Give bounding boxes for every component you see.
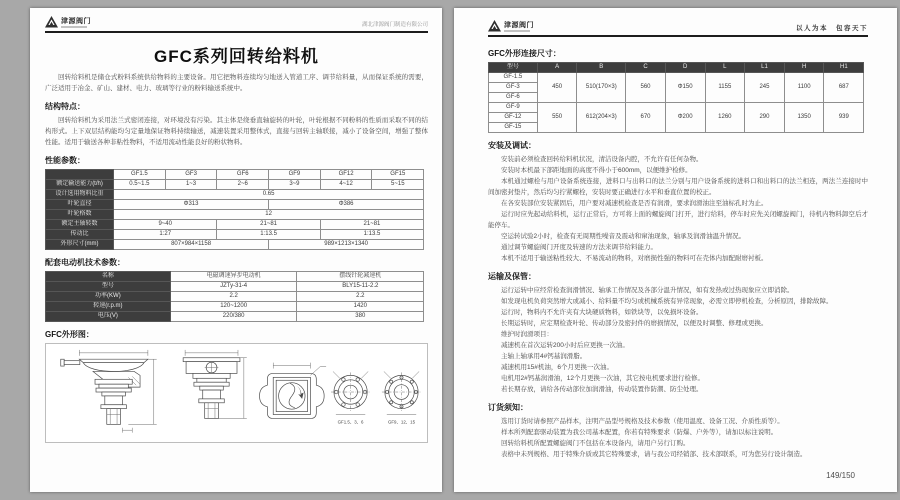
transport-paragraph: 运行时，物料内不允许夹有大块硬质物料，如铁块等，以免损坏设备。 [501, 309, 703, 316]
install-paragraph: 本机通过螺栓与用户设备系统连接，进料口与出料口的法兰分别与用户设备系统的进料口和出料口的法兰相连，两法兰连接时中间加密封垫片，然后均匀拧紧螺栓，安装时要正确进行水平和垂直位置的校正。 [488, 178, 868, 196]
section-transport-heading: 运输及保管： [488, 272, 536, 281]
model-cell: GF-9 [489, 103, 538, 113]
cell: 21~81 [320, 220, 423, 230]
table-row [46, 282, 424, 292]
cell: 摆线针轮减速机 [297, 272, 424, 282]
cell: 9~40 [114, 220, 217, 230]
section-performance-heading: 性能参数： [45, 156, 85, 165]
header-slogan: 以人为本 包容天下 [796, 25, 868, 32]
section-connection-heading: GFC外形连接尺寸： [488, 49, 561, 58]
corner-cell [46, 170, 114, 180]
cell: 1350 [784, 103, 824, 133]
transport-paragraph: 若长期存放，请给各传动部位加润滑油，传动装置作防潮、防尘处理。 [501, 386, 703, 393]
right-page [454, 8, 897, 492]
structure-paragraph: 回转给料机为采用法兰式密闭连接，对环境没有污染。其主体是绕垂直轴旋转的叶轮，叶轮根据不同粉料的性质而采取不同的结构形式。上下双层结构能均匀定量地保证物料持续输送，减速装置采用整体式，直接与回转主轴联接，减小了设备空间，增强了整体性能。适用于输送各种非粘性物料，不适用流动性能良好的粉状物料。 [45, 117, 428, 146]
cell: 670 [626, 103, 666, 133]
order-paragraph: 回转给料机所配置螺旋阀门不包括在本设备内，请用户另行订购。 [501, 440, 690, 447]
cell: 450 [537, 73, 577, 103]
col-header: A [537, 63, 577, 73]
cell: 550 [537, 103, 577, 133]
col-header: GF9 [269, 170, 321, 180]
cell: 612(204×3) [577, 103, 626, 133]
table-row [46, 190, 424, 200]
logo-triangle-icon [45, 16, 58, 28]
row-label: 型号 [46, 282, 171, 292]
row-label: 电压(V) [46, 312, 171, 322]
model-cell: GF-1.5 [489, 73, 538, 83]
motor-table [45, 271, 424, 322]
col-header: GF12 [320, 170, 372, 180]
cell: 电磁调速异步电动机 [170, 272, 297, 282]
order-paragraph: 样本所列配套驱动装置为我公司基本配置，你若有特殊要求（防爆、户外等），请加以标注说明。 [501, 429, 778, 436]
cell: 807×984×1158 [114, 240, 269, 250]
install-paragraph: 运行时应先起动给料机，运行正常后，方可将上面的螺旋阀门打开，进行给料，停车时应先关闭螺旋阀门，待机内物料卸空后才能停车。 [488, 211, 868, 229]
cell: 1155 [705, 73, 745, 103]
section-motor-heading: 配套电动机技术参数： [45, 258, 125, 267]
table-row [46, 180, 424, 190]
col-header: GF1.5 [114, 170, 166, 180]
install-paragraph: 本机不适用于输送粘性较大、不易流动的物料，对磨损性强的物料可在壳体内加配耐磨衬板。 [501, 255, 768, 262]
left-page [30, 8, 442, 492]
col-header: C [626, 63, 666, 73]
table-row [46, 220, 424, 230]
order-paragraph: 选用订货时请参照产品样本，注明产品型号规格及技术参数（使用温度、设备工况、介质性质等）。 [501, 418, 784, 425]
cell: 0.65 [114, 190, 424, 200]
col-header: L1 [745, 63, 785, 73]
table-row [46, 292, 424, 302]
install-paragraph: 空运转试验2小时，检查有无周期性噪音及震动和窜油现象，轴承及润滑油温升情况。 [501, 233, 746, 240]
transport-paragraph: 长期运转时，应定期检查叶轮、传动部分及密封件的磨损情况，以便及时调整、修理或更换。 [501, 320, 768, 327]
table-row [46, 312, 424, 322]
cell: 1~3 [165, 180, 217, 190]
col-header: GF3 [165, 170, 217, 180]
install-paragraph: 安装前必须检查回转给料机状况，清洁设备内腔，不允许有任何杂物。 [501, 156, 703, 163]
cell: BLY15-11-2.2 [297, 282, 424, 292]
header-rule [45, 31, 428, 33]
cell: 2.2 [170, 292, 297, 302]
col-header: 型号 [489, 63, 538, 73]
table-row [46, 230, 424, 240]
row-label: 传动比 [46, 230, 114, 240]
cell: 1:13.5 [217, 230, 320, 240]
transport-paragraph: 维护时润滑项目： [501, 331, 553, 338]
cell: 687 [824, 73, 864, 103]
install-paragraph: 在各安装部位安装紧固后，用户要对减速机检查是否有润滑，要求润滑油注至油标孔时为止。 [501, 200, 768, 207]
install-paragraph: 安装时本机最下部距地面的高度不得小于600mm，以便维护检修。 [501, 167, 692, 174]
row-label: 叶轮直径 [46, 200, 114, 210]
outline-drawing [45, 343, 428, 443]
logo-text: 津源阀门 [504, 22, 534, 29]
company-logo [45, 16, 91, 28]
col-header: B [577, 63, 626, 73]
cell: 12 [114, 210, 424, 220]
logo-subtext-bar [504, 30, 530, 32]
transport-paragraph: 减速机在首次运转200小时后应更换一次油。 [501, 342, 629, 349]
cell: 4~12 [320, 180, 372, 190]
cell: 3~9 [269, 180, 321, 190]
table-row [46, 302, 424, 312]
logo-text-block [504, 22, 534, 32]
model-cell: GF-12 [489, 113, 538, 123]
transport-paragraph: 如发现电机负荷突然增大或减小、给料量不均匀或机械系统有异常现象，必需立即停机检查，分析原因，排除故障。 [501, 298, 833, 305]
col-header: L [705, 63, 745, 73]
col-header: GF6 [217, 170, 269, 180]
cell: JZTy-31-4 [170, 282, 297, 292]
cell: 1100 [784, 73, 824, 103]
performance-table [45, 169, 424, 250]
cell: Φ386 [269, 200, 424, 210]
table-row [46, 272, 424, 282]
col-header: H [784, 63, 824, 73]
logo-text: 津源阀门 [61, 18, 91, 25]
logo-subtext-bar [61, 26, 87, 28]
row-label: 功率(KW) [46, 292, 171, 302]
table-row [489, 63, 864, 73]
cell: 510(170×3) [577, 73, 626, 103]
right-page-header [488, 18, 868, 32]
table-row [46, 200, 424, 210]
cell: 120~1200 [170, 302, 297, 312]
transport-paragraph: 电机用2#钙基润滑油，12个月更换一次油，其它按电机要求进行检修。 [501, 375, 704, 382]
logo-text-block [61, 18, 91, 28]
table-row [489, 103, 864, 113]
model-cell: GF-15 [489, 123, 538, 133]
row-label: 额定主轴转数 [46, 220, 114, 230]
company-logo [488, 20, 534, 32]
install-paragraph: 通过调节螺旋阀门开度及转速的方法来调节给料能力。 [501, 244, 657, 251]
cell: 1:13.5 [320, 230, 423, 240]
cell: 1260 [705, 103, 745, 133]
header-rule [488, 35, 868, 37]
order-paragraph: 表格中未列规格、用于特殊介质或其它特殊要求，请与我公司经销部、技术部联系，可为您另行设计制造。 [501, 451, 807, 458]
cell: 5~15 [372, 180, 424, 190]
cell: 939 [824, 103, 864, 133]
row-label: 叶轮格数 [46, 210, 114, 220]
table-row [46, 170, 424, 180]
cell: 220/380 [170, 312, 297, 322]
flange2-label: GF9、12、15 [387, 419, 415, 425]
cell: 380 [297, 312, 424, 322]
company-name: 湖北津源阀门制造有限公司 [361, 22, 428, 28]
transport-paragraph: 减速机用15#机油，6个月更换一次油。 [501, 364, 613, 371]
cell: 245 [745, 73, 785, 103]
cell: 1:27 [114, 230, 217, 240]
intro-paragraph: 回转给料机是储仓式粉料系统供给物料的主要设备。用它把物料连续均匀地送入管道工序、调节给料量，从而保证系统的需要，广泛适用于冶金、矿山、建材、电力、玻璃等行业的粉料输送系统中。 [45, 74, 428, 92]
cell: Φ150 [665, 73, 705, 103]
model-cell: GF-3 [489, 83, 538, 93]
row-label: 外形尺寸(mm) [46, 240, 114, 250]
cell: 2.2 [297, 292, 424, 302]
table-row [46, 240, 424, 250]
cell: Φ200 [665, 103, 705, 133]
cell: 989×1213×1340 [269, 240, 424, 250]
cell: 0.5~1.5 [114, 180, 166, 190]
model-cell: GF-6 [489, 93, 538, 103]
section-structure-heading: 结构特点： [45, 102, 85, 111]
col-header: GF15 [372, 170, 424, 180]
section-order-heading: 订货须知： [488, 403, 528, 412]
col-header: D [665, 63, 705, 73]
logo-triangle-icon [488, 20, 501, 32]
cell: 1420 [297, 302, 424, 312]
transport-paragraph: 主轴上轴承用4#钙基润滑脂。 [501, 353, 587, 360]
row-label: 额定输送能力(t/h) [46, 180, 114, 190]
page-number: 149/150 [826, 471, 855, 480]
cell: 2~6 [217, 180, 269, 190]
cell: 560 [626, 73, 666, 103]
cell: 21~81 [217, 220, 320, 230]
flange1-label: GF1.5、3、6 [337, 419, 364, 425]
left-page-header [45, 14, 428, 28]
col-header: H1 [824, 63, 864, 73]
cell: Φ313 [114, 200, 269, 210]
table-row [46, 210, 424, 220]
connection-dims-table [488, 62, 864, 133]
section-install-heading: 安装及调试： [488, 141, 536, 150]
row-label: 名称 [46, 272, 171, 282]
row-label: 设计选用物料比重 [46, 190, 114, 200]
technical-drawing-svg [47, 346, 427, 440]
table-row [489, 73, 864, 83]
section-outline-heading: GFC外形图： [45, 330, 94, 339]
page-title: GFC系列回转给料机 [154, 47, 319, 66]
transport-paragraph: 运行运转中应经常检查润滑情况、轴承工作情况及各部分温升情况，如有发热或过热现象应立即消除。 [501, 287, 794, 294]
cell: 290 [745, 103, 785, 133]
row-label: 转速(r.p.m) [46, 302, 171, 312]
